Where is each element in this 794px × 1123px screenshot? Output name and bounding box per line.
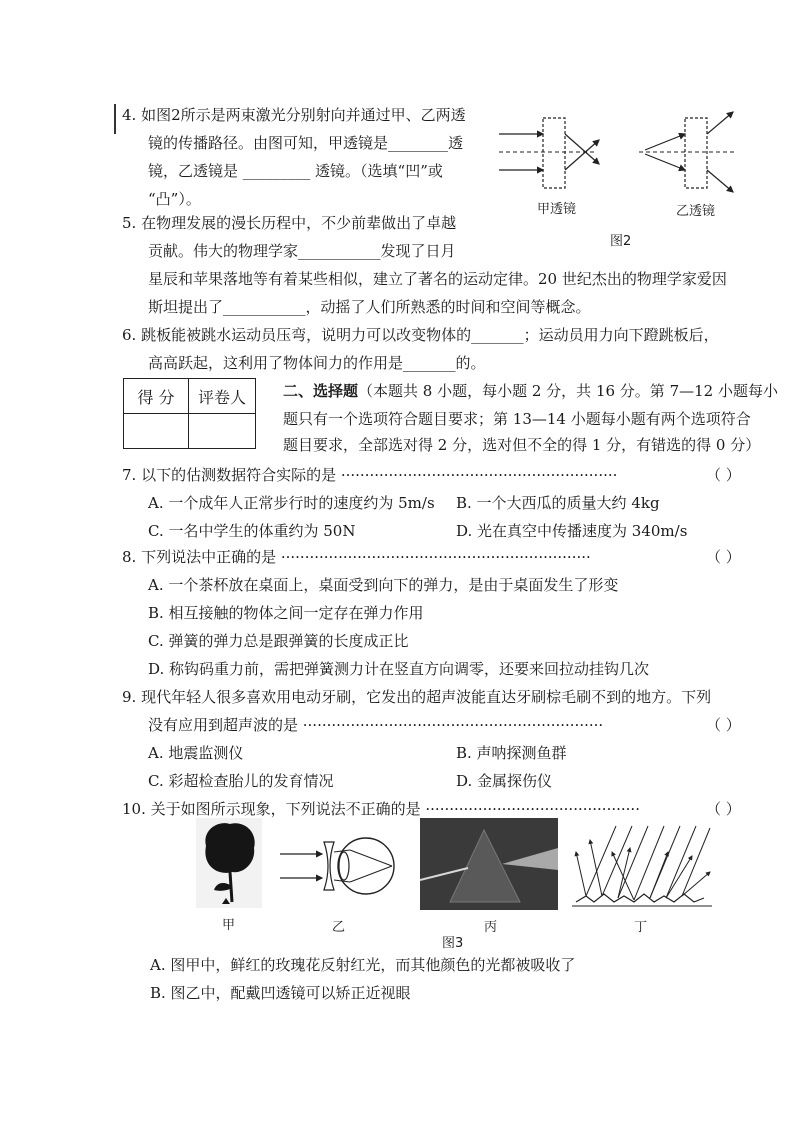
q7-stem: 7. 以下的估测数据符合实际的是 ·························································· <box>122 466 618 484</box>
q4-line3: 镜，乙透镜是 _________ 透镜。（选填“凹”或 <box>148 162 443 180</box>
figure3-label-yi: 乙 <box>332 920 346 935</box>
figure3-caption: 图3 <box>442 936 464 951</box>
q7-answer-paren[interactable]: （ ） <box>706 466 741 484</box>
section2-header <box>283 380 778 402</box>
q9-option-c[interactable]: C. 彩超检查胎儿的发育情况 <box>148 772 334 790</box>
q8-option-d[interactable]: D. 称钩码重力前，需把弹簧测力计在竖直方向调零，还要来回拉动挂钩几次 <box>148 660 650 678</box>
q6-line1: 6. 跳板能被跳水运动员压弯，说明力可以改变物体的_______；运动员用力向下蹬跳板后， <box>122 326 719 344</box>
margin-bar <box>114 104 116 134</box>
score-cell[interactable] <box>124 414 189 449</box>
figure2-caption: 图2 <box>610 234 632 249</box>
score-table <box>123 378 256 449</box>
q7-option-c[interactable]: C. 一名中学生的体重约为 50N <box>148 522 356 540</box>
figure2-label-jia: 甲透镜 <box>537 202 577 217</box>
figure2-label-yi: 乙透镜 <box>676 204 716 219</box>
q7-option-d[interactable]: D. 光在真空中传播速度为 340m/s <box>456 522 688 540</box>
q10-stem: 10. 关于如图所示现象，下列说法不正确的是 ············································· <box>122 800 640 818</box>
figure3-label-ding: 丁 <box>634 920 648 935</box>
figure3-rose-image <box>196 818 262 908</box>
section2-line3: 题目要求，全部选对得 2 分，选对但不全的得 1 分，有错选的得 0 分） <box>283 436 761 454</box>
q8-option-a[interactable]: A. 一个茶杯放在桌面上，桌面受到向下的弹力，是由于桌面发生了形变 <box>148 576 619 594</box>
q9-answer-paren[interactable]: （ ） <box>706 716 741 734</box>
figure3-label-bing: 丙 <box>484 920 498 935</box>
q5-line4: 斯坦提出了___________，动摇了人们所熟悉的时间和空间等概念。 <box>148 298 591 316</box>
q9-option-b[interactable]: B. 声呐探测鱼群 <box>456 744 567 762</box>
q9-line1: 9. 现代年轻人很多喜欢用电动牙刷，它发出的超声波能直达牙刷棕毛刷不到的地方。下列 <box>122 688 712 706</box>
q4-line4: “凸”）。 <box>148 190 201 208</box>
q10-option-a[interactable]: A. 图甲中，鲜红的玫瑰花反射红光，而其他颜色的光都被吸收了 <box>150 956 576 974</box>
score-header: 得 分 <box>124 379 189 414</box>
figure3-label-jia: 甲 <box>222 918 236 933</box>
q7-option-b[interactable]: B. 一个大西瓜的质量大约 4kg <box>456 494 660 512</box>
grader-header: 评卷人 <box>189 379 256 414</box>
q8-option-c[interactable]: C. 弹簧的弹力总是跟弹簧的长度成正比 <box>148 632 409 650</box>
section2-title: 二、选择题 <box>283 382 359 400</box>
figure2-lens-diagram <box>495 110 740 210</box>
section2-line2: 题只有一个选项符合题目要求；第 13—14 小题每小题有两个选项符合 <box>283 410 751 428</box>
q10-answer-paren[interactable]: （ ） <box>706 800 741 818</box>
figure3-reflection-diagram <box>572 822 714 912</box>
section2-line1: （本题共 8 小题，每小题 2 分，共 16 分。第 7—12 小题每小 <box>358 382 778 400</box>
lens-jia-box <box>543 118 565 188</box>
q8-option-b[interactable]: B. 相互接触的物体之间一定存在弹力作用 <box>148 604 424 622</box>
q5-line2: 贡献。伟大的物理学家___________发现了日月 <box>148 242 456 260</box>
q5-line1: 5. 在物理发展的漫长历程中，不少前辈做出了卓越 <box>122 214 457 232</box>
q5-line3: 星辰和苹果落地等有着某些相似，建立了著名的运动定律。20 世纪杰出的物理学家爱因 <box>148 270 727 288</box>
q9-option-a[interactable]: A. 地震监测仪 <box>148 744 244 762</box>
q10-option-b[interactable]: B. 图乙中，配戴凹透镜可以矫正近视眼 <box>150 984 411 1002</box>
figure3-eye-diagram <box>276 826 398 906</box>
grader-cell[interactable] <box>189 414 256 449</box>
lens-yi-box <box>685 118 707 188</box>
q4-line2: 镜的传播路径。由图可知，甲透镜是________透 <box>148 134 464 152</box>
q7-option-a[interactable]: A. 一个成年人正常步行时的速度约为 5m/s <box>148 494 435 512</box>
figure3-prism-image <box>420 818 558 910</box>
q8-stem: 8. 下列说法中正确的是 ································································· <box>122 548 591 566</box>
q9-option-d[interactable]: D. 金属探伤仪 <box>456 772 553 790</box>
q4-line1: 4. 如图2所示是两束激光分别射向并通过甲、乙两透 <box>122 106 466 124</box>
q8-answer-paren[interactable]: （ ） <box>706 548 741 566</box>
q6-line2: 高高跃起，这利用了物体间力的作用是_______的。 <box>148 354 486 372</box>
q9-stem2: 没有应用到超声波的是 ······························································· <box>148 716 604 734</box>
